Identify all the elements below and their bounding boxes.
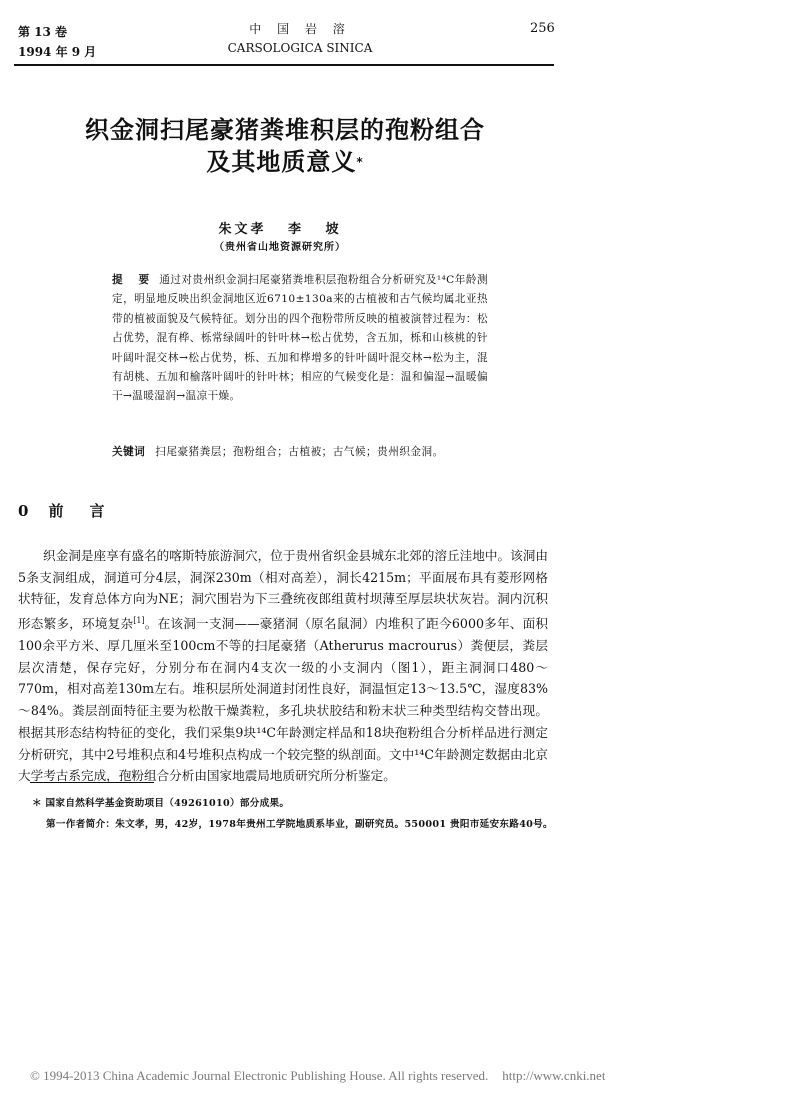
section-heading (18, 500, 130, 521)
title-line-1: 织金洞扫尾豪猪粪堆积层的孢粉组合 (85, 116, 485, 144)
title-footnote-mark: * (356, 155, 364, 169)
footnote-funding: ＊ 国家自然科学基金资助项目（49261010）部分成果。 (32, 798, 290, 809)
authors: 朱文孝 李 坡 (218, 222, 342, 237)
paper-title (30, 114, 540, 178)
keywords-label: 关键词 (112, 446, 146, 458)
journal-name-cn: 中 国 岩 溶 (249, 22, 351, 36)
paragraph: 织金洞是座享有盛名的喀斯特旅游洞穴，位于贵州省织金县城东北郊的溶丘洼地中。该洞由5条支洞组成，洞道可分4层，洞深230m（相对高差），洞长4215m；平面展布具有菱形网格状特征，发育总体方向为NE；洞穴围岩为下三叠统夜郎组黄村坝薄至厚层块状灰岩。洞内沉积形态繁多，环境复杂[1]。在该洞一支洞——豪猪洞（原名鼠洞）内堆积了距今6000多年、面积100余平方米、厚几厘米至100cm不等的扫尾豪猪（Atherurus macrourus）粪便层，粪层层次清楚，保存完好，分别分布在洞内4支次一级的小支洞内（图1），距主洞洞口480～770m，相对高差130m左右。堆积层所处洞道封闭性良好，洞温恒定13～13.5℃，湿度83%～84%。粪层剖面特征主要为松散干燥粪粒，多孔块状胶结和粉末状三种类型结构交替出现。根据其形态结构特征的变化，我们采集9块¹⁴C年龄测定样品和18块孢粉组合分析样品进行测定分析研究，其中2号堆积点和4号堆积点构成一个较完整的纵剖面。文中¹⁴C年龄测定数据由北京大学考古系完成，孢粉组合分析由国家地震局地质研究所分析鉴定。 (18, 548, 548, 784)
footnote-divider (30, 782, 154, 783)
affiliation: （贵州省山地资源研究所） (214, 242, 346, 253)
abstract-label: 提 要 (112, 274, 156, 286)
abstract-text: 通过对贵州织金洞扫尾豪猪粪堆积层孢粉组合分析研究及¹⁴C年龄测定，明显地反映出织金洞地区近6710±130a来的古植被和古气候均属北亚热带的植被面貌及气候特征。划分出的四个孢粉带所反映的植被演替过程为：松占优势，混有桦、栎常绿阔叶的针叶林→松占优势，含五加，栎和山核桃的针叶阔叶混交林→松占优势，栎、五加和桦增多的针叶阔叶混交林→松为主，混有胡桃、五加和榆落叶阔叶的针叶林；相应的气候变化是：温和偏湿→温暖偏干→温暖湿润→温凉干燥。 (112, 274, 488, 403)
page-number: 256 (530, 21, 555, 36)
journal-name-en: CARSOLOGICA SINICA (227, 41, 373, 55)
keywords-text: 扫尾豪猪粪层；孢粉组合；古植被；古气候；贵州织金洞。 (155, 446, 444, 458)
header-volume: 第 13 卷 (18, 25, 68, 39)
abstract (112, 271, 488, 407)
header-divider (14, 64, 554, 66)
keywords (112, 443, 488, 461)
footnote-author-bio: 第一作者简介：朱文孝，男，42岁，1978年贵州工学院地质系毕业，副研究员。550001 贵阳市延安东路40号。 (46, 819, 553, 830)
copyright-text: © 1994-2013 China Academic Journal Electronic Publishing House. All rights reserved. (30, 1068, 489, 1083)
copyright-notice (30, 1068, 670, 1084)
body-text (18, 545, 548, 787)
section-number: 0 (18, 502, 29, 520)
citation-ref: [1] (133, 616, 145, 626)
title-line-2: 及其地质意义* (206, 148, 364, 176)
copyright-url: http://www.cnki.net (502, 1068, 606, 1083)
section-title: 前言 (48, 502, 131, 520)
header-date: 1994 年 9 月 (18, 45, 97, 59)
header-journal (0, 20, 600, 58)
